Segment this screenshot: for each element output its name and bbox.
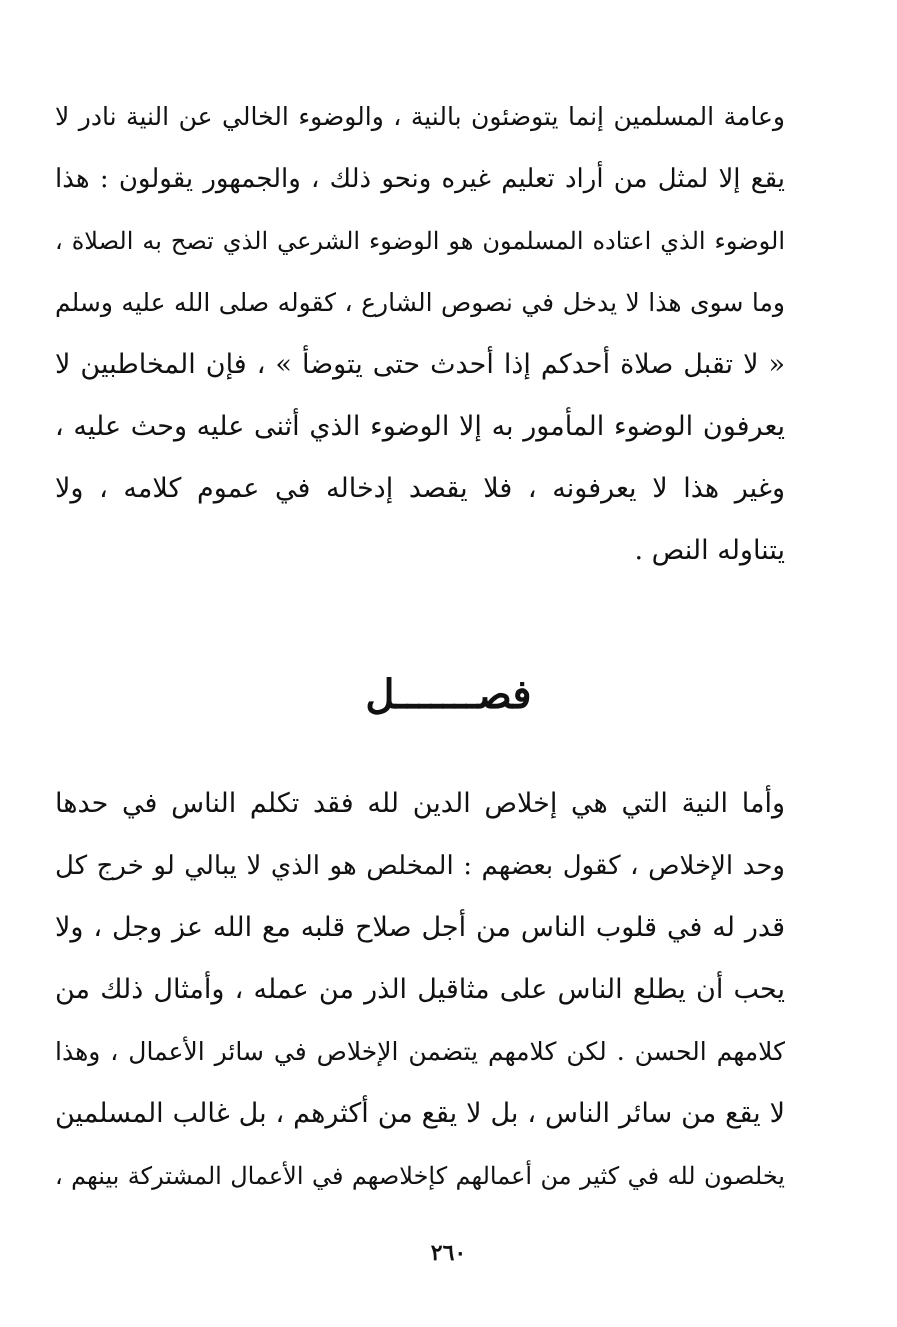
text-line: يعرفون الوضوء المأمور به إلا الوضوء الذي أثنى عليه وحث عليه ، xyxy=(55,411,785,442)
text-line: وحد الإخلاص ، كقول بعضهم : المخلص هو الذي لا يبالي لو خرج كل xyxy=(55,851,785,881)
text-line: قدر له في قلوب الناس من أجل صلاح قلبه مع الله عز وجل ، ولا xyxy=(55,912,785,943)
text-line: « لا تقبل صلاة أحدكم إذا أحدث حتى يتوضأ » ، فإن المخاطبين لا xyxy=(55,349,785,380)
text-line: يخلصون لله في كثير من أعمالهم كإخلاصهم في الأعمال المشتركة بينهم ، xyxy=(55,1162,785,1190)
text-line: يقع إلا لمثل من أراد تعليم غيره ونحو ذلك ، والجمهور يقولون : هذا xyxy=(55,164,785,194)
text-line: الوضوء الذي اعتاده المسلمون هو الوضوء الشرعي الذي تصح به الصلاة ، xyxy=(55,227,785,255)
section-heading: فصـــــــل xyxy=(365,671,532,718)
paragraph-wudu xyxy=(55,86,785,582)
paragraph-ikhlas xyxy=(55,773,785,1207)
text-line: وعامة المسلمين إنما يتوضئون بالنية ، والوضوء الخالي عن النية نادر لا xyxy=(55,102,785,131)
page-number: ٢٦٠ xyxy=(430,1240,467,1266)
text-line: لا يقع من سائر الناس ، بل لا يقع من أكثرهم ، بل غالب المسلمين xyxy=(55,1098,785,1129)
text-line: وأما النية التي هي إخلاص الدين لله فقد تكلم الناس في حدها xyxy=(55,788,785,819)
text-line: وما سوى هذا لا يدخل في نصوص الشارع ، كقوله صلى الله عليه وسلم xyxy=(55,288,785,317)
text-line: وغير هذا لا يعرفونه ، فلا يقصد إدخاله في عموم كلامه ، ولا xyxy=(55,473,785,504)
text-line: كلامهم الحسن . لكن كلامهم يتضمن الإخلاص في سائر الأعمال ، وهذا xyxy=(55,1037,785,1066)
text-line: يتناوله النص . xyxy=(634,535,785,566)
text-line: يحب أن يطلع الناس على مثاقيل الذر من عمله ، وأمثال ذلك من xyxy=(55,974,785,1005)
